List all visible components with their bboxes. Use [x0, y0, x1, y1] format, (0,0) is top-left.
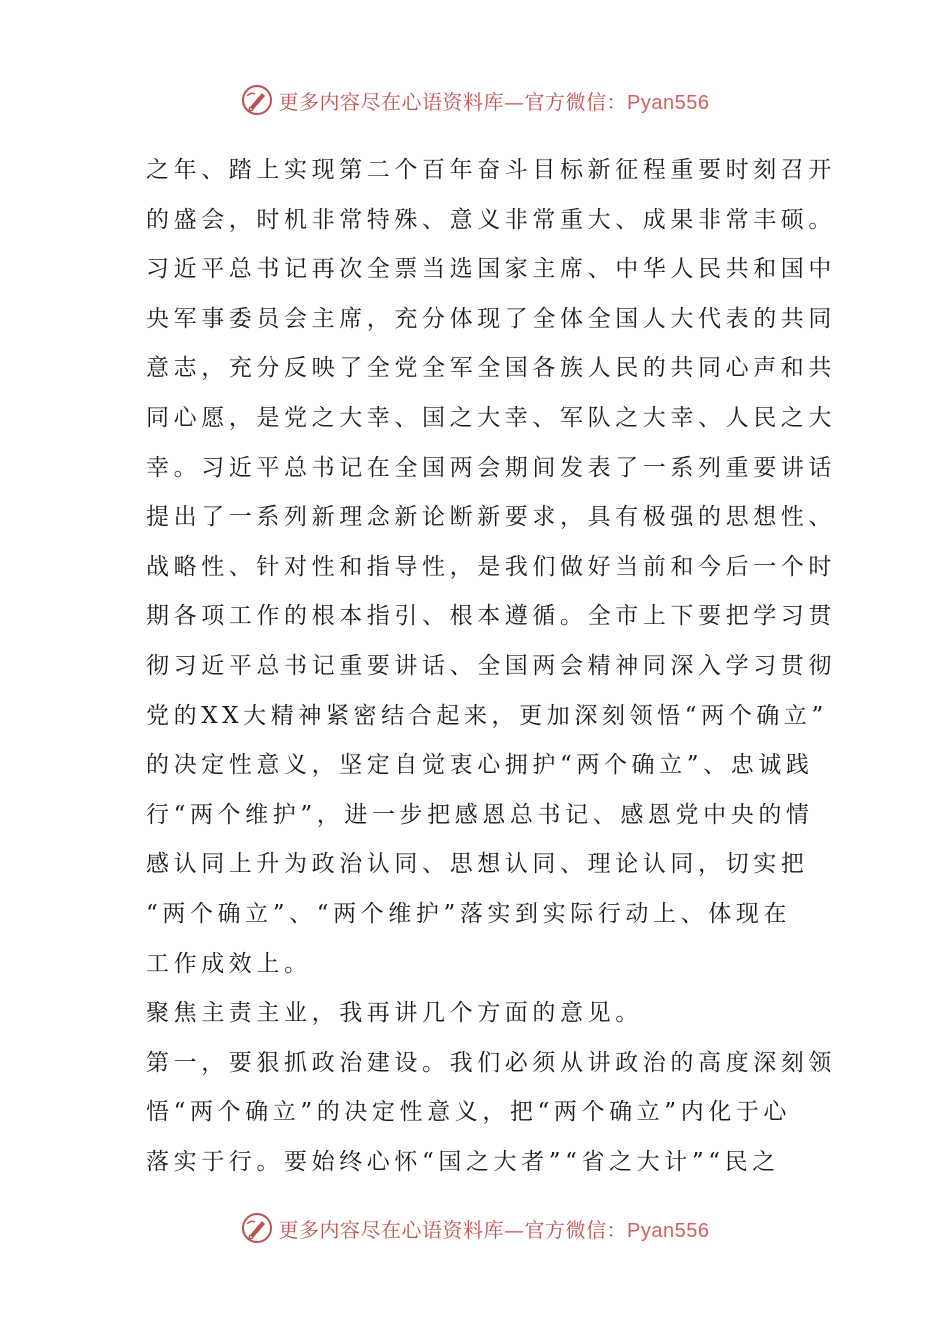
text-line: 工作成效上。 — [146, 950, 312, 977]
pen-logo-icon — [241, 84, 273, 116]
text-line: “两个确立”、“两个维护”落实到实际行动上、体现在 — [146, 900, 792, 927]
text-line: 的盛会，时机非常特殊、意义非常重大、成果非常丰硕。 — [146, 206, 836, 233]
text-line: 聚焦主责主业，我再讲几个方面的意见。 — [146, 1000, 643, 1027]
text-line: 悟“两个确立”的决定性意义，把“两个确立”内化于心 — [146, 1099, 792, 1126]
text-line: 的决定性意义，坚定自觉衷心拥护“两个确立”、忠诚践 — [146, 752, 814, 779]
text-line: 习近平总书记再次全票当选国家主席、中华人民共和国中 — [146, 256, 836, 283]
text-line: 幸。习近平总书记在全国两会期间发表了一系列重要讲话 — [146, 454, 836, 481]
text-line: 央军事委员会主席，充分体现了全体全国人大代表的共同 — [146, 305, 836, 332]
document-body — [146, 150, 836, 1191]
footer-banner — [0, 1212, 950, 1244]
text-line: 党的XX大精神紧密结合起来，更加深刻领悟“两个确立” — [146, 702, 828, 729]
header-banner — [0, 84, 950, 116]
text-line: 行“两个维护”，进一步把感恩总书记、感恩党中央的情 — [146, 801, 814, 828]
header-banner-text: 更多内容尽在心语资料库—官方微信：Pyan556 — [278, 89, 710, 114]
text-line: 落实于行。要始终心怀“国之大者”“省之大计”“民之 — [146, 1148, 780, 1175]
text-line: 战略性、针对性和指导性，是我们做好当前和今后一个时 — [146, 553, 836, 580]
text-line: 意志，充分反映了全党全军全国各族人民的共同心声和共 — [146, 355, 836, 382]
footer-banner-text: 更多内容尽在心语资料库—官方微信：Pyan556 — [278, 1217, 710, 1242]
pen-logo-icon — [241, 1212, 273, 1244]
text-line: 期各项工作的根本指引、根本遵循。全市上下要把学习贯 — [146, 603, 836, 630]
wechat-id: Pyan556 — [627, 1219, 710, 1242]
text-line: 第一，要狠抓政治建设。我们必须从讲政治的高度深刻领 — [146, 1049, 836, 1076]
wechat-id: Pyan556 — [627, 91, 710, 114]
text-line: 之年、踏上实现第二个百年奋斗目标新征程重要时刻召开 — [146, 157, 836, 183]
text-line: 提出了一系列新理念新论断新要求，具有极强的思想性、 — [146, 504, 836, 531]
text-line: 彻习近平总书记重要讲话、全国两会精神同深入学习贯彻 — [146, 652, 836, 679]
text-line: 感认同上升为政治认同、思想认同、理论认同，切实把 — [146, 851, 809, 878]
text-line: 同心愿，是党之大幸、国之大幸、军队之大幸、人民之大 — [146, 404, 836, 431]
